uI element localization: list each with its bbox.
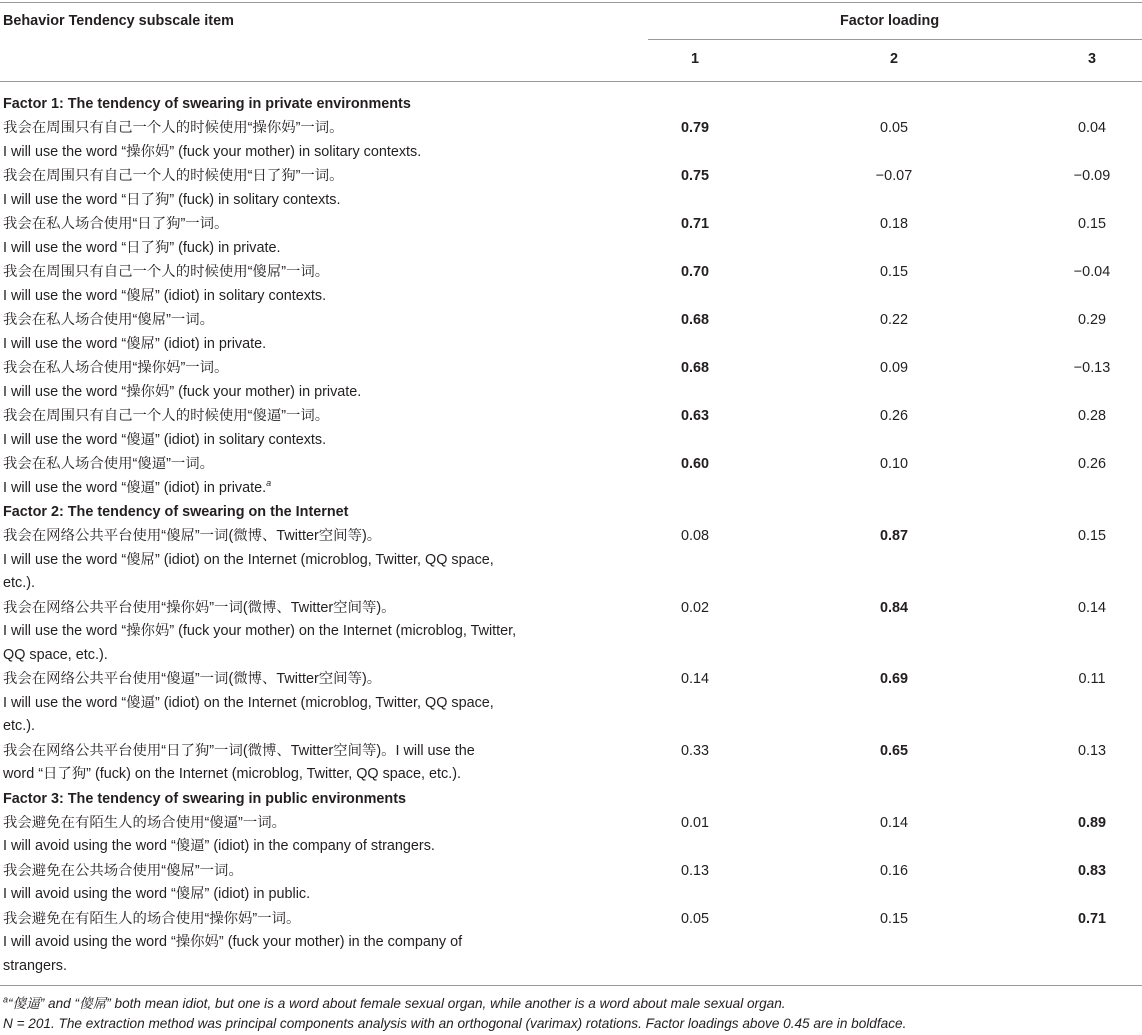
loading-value-factor-1: 0.68: [680, 360, 709, 376]
item-text-en: [3, 479, 271, 497]
item-line: I will use the word “傻逼” (idiot) in solitary contexts.: [3, 431, 327, 448]
item-line: I will use the word “操你妈” (fuck your mother) in private.: [3, 383, 362, 400]
item-line: 我会在网络公共平台使用“日了狗”一词(微博、Twitter空间等)。I will use the: [3, 742, 475, 759]
item-text-en: [3, 551, 494, 569]
header-bottom-rule: [0, 81, 1142, 82]
item-line: I will use the word “日了狗” (fuck) in private.: [3, 239, 281, 256]
item-text-zh: [3, 862, 243, 880]
loading-value-factor-2: 0.09: [879, 360, 908, 376]
item-line: 我会在周围只有自己一个人的时候使用“傻屌”一词。: [3, 264, 330, 280]
item-line: I will use the word “傻屌” (idiot) in private.: [3, 335, 267, 352]
item-line: I will use the word “傻逼” (idiot) on the Internet (microblog, Twitter, QQ space,: [3, 694, 494, 711]
item-line: 我会在网络公共平台使用“傻逼”一词(微博、Twitter空间等)。: [3, 671, 382, 687]
loading-value-factor-3: −0.13: [1073, 360, 1111, 376]
item-text-en: [3, 933, 462, 951]
item-text-en: [3, 837, 435, 855]
factor-loading-rule: [648, 39, 1142, 40]
item-text-zh: [3, 910, 300, 928]
item-line: 我会在私人场合使用“操你妈”一词。: [3, 360, 229, 376]
loading-value-factor-2: 0.65: [879, 742, 908, 759]
item-line: I will use the word “傻屌” (idiot) in solitary contexts.: [3, 287, 327, 304]
loading-value-factor-3: 0.14: [1077, 599, 1106, 616]
loading-value-factor-1: 0.79: [680, 120, 709, 136]
item-text-en: [3, 885, 310, 903]
item-text-zh: [3, 407, 329, 425]
loading-value-factor-1: 0.05: [680, 910, 709, 927]
loading-value-factor-3: 0.15: [1077, 216, 1106, 232]
loading-value-factor-2: 0.69: [879, 671, 908, 687]
loading-value-factor-3: 0.13: [1077, 742, 1106, 759]
loading-value-factor-3: −0.09: [1073, 168, 1111, 184]
footnote-mark: a: [266, 477, 272, 488]
item-line: 我会避免在有陌生人的场合使用“操你妈”一词。: [3, 910, 301, 927]
item-line: QQ space, etc.).: [3, 646, 108, 663]
item-line: I will use the word “日了狗” (fuck) in solitary contexts.: [3, 191, 341, 208]
item-line: I will use the word “傻逼” (idiot) in private.: [3, 479, 267, 496]
item-line: 我会避免在公共场合使用“傻屌”一词。: [3, 862, 243, 879]
loading-value-factor-1: 0.63: [680, 408, 709, 424]
item-text-zh: [3, 263, 329, 281]
loading-value-factor-2: 0.05: [879, 120, 908, 136]
item-text-en: [3, 622, 516, 640]
loading-value-factor-3: 0.29: [1077, 312, 1106, 328]
loading-value-factor-3: 0.28: [1077, 408, 1106, 424]
item-line: I will use the word “操你妈” (fuck your mother) on the Internet (microblog, Twitter,: [3, 623, 517, 639]
loading-value-factor-1: 0.68: [680, 312, 709, 328]
item-text-en: [3, 431, 326, 449]
column-header-1: 1: [690, 51, 699, 67]
section-title: Factor 3: The tendency of swearing in public environments: [3, 790, 407, 807]
item-text-zh: [3, 814, 286, 832]
item-column-header: Behavior Tendency subscale item: [3, 13, 234, 29]
footnote-n: N = 201. The extraction method was principal components analysis with an orthogonal (varimax) rotations. Factor loadings above 0.45 are in boldface.: [3, 1016, 907, 1031]
item-text-zh: [3, 527, 381, 545]
item-line: 我会在网络公共平台使用“操你妈”一词(微博、Twitter空间等)。: [3, 599, 396, 616]
loading-value-factor-2: 0.15: [879, 910, 908, 927]
loading-value-factor-3: 0.83: [1077, 862, 1106, 879]
item-line: I will avoid using the word “操你妈” (fuck your mother) in the company of: [3, 934, 463, 950]
item-text-en: [3, 957, 67, 975]
loading-value-factor-1: 0.01: [680, 814, 709, 831]
item-text-en: [3, 335, 266, 353]
loading-value-factor-1: 0.75: [680, 168, 709, 184]
item-text-zh: [3, 215, 228, 233]
column-header-2: 2: [889, 51, 898, 67]
item-line: strangers.: [3, 957, 67, 974]
loading-value-factor-2: 0.26: [879, 408, 908, 424]
item-line: 我会在网络公共平台使用“傻屌”一词(微博、Twitter空间等)。: [3, 528, 382, 544]
item-text-en: [3, 191, 340, 209]
section-title: Factor 1: The tendency of swearing in private environments: [3, 96, 411, 112]
loading-value-factor-2: 0.10: [879, 456, 908, 472]
item-text-en: [3, 574, 35, 592]
item-text-zh: [3, 311, 214, 329]
section-title: Factor 2: The tendency of swearing on the Internet: [3, 504, 349, 520]
loading-value-factor-2: −0.07: [875, 168, 913, 184]
item-line: I will avoid using the word “傻逼” (idiot) in the company of strangers.: [3, 838, 435, 854]
loading-value-factor-1: 0.08: [680, 528, 709, 544]
item-text-en: [3, 287, 326, 305]
loading-value-factor-1: 0.71: [680, 216, 709, 232]
item-text-en: [3, 765, 461, 783]
loading-value-factor-2: 0.14: [879, 814, 908, 831]
item-text-en: [3, 646, 108, 664]
item-text-en: [3, 717, 35, 735]
item-text-zh: [3, 599, 396, 617]
item-text-zh: [3, 359, 228, 377]
factor-loading-header: Factor loading: [840, 13, 940, 29]
item-line: etc.).: [3, 575, 35, 591]
loading-value-factor-3: 0.15: [1077, 528, 1106, 544]
loading-value-factor-3: 0.04: [1077, 120, 1106, 136]
loading-value-factor-1: 0.02: [680, 599, 709, 616]
loading-value-factor-2: 0.84: [879, 599, 908, 616]
item-text-zh: [3, 119, 344, 137]
item-line: 我会在私人场合使用“傻逼”一词。: [3, 456, 215, 472]
item-text-zh: [3, 167, 344, 185]
item-line: word “日了狗” (fuck) on the Internet (microblog, Twitter, QQ space, etc.).: [3, 766, 461, 782]
item-line: 我会在周围只有自己一个人的时候使用“操你妈”一词。: [3, 120, 344, 136]
footnote-a: [3, 995, 786, 1013]
table-top-rule: [0, 2, 1142, 3]
item-line: 我会在私人场合使用“傻屌”一词。: [3, 312, 215, 328]
loading-value-factor-3: −0.04: [1073, 264, 1111, 280]
loading-value-factor-2: 0.15: [879, 264, 908, 280]
loading-value-factor-1: 0.13: [680, 862, 709, 879]
column-header-3: 3: [1087, 51, 1096, 67]
loading-value-factor-3: 0.11: [1078, 671, 1106, 687]
item-text-zh: [3, 455, 214, 473]
item-text-zh: [3, 742, 475, 760]
item-text-en: [3, 383, 361, 401]
item-line: I will use the word “傻屌” (idiot) on the Internet (microblog, Twitter, QQ space,: [3, 551, 494, 568]
loading-value-factor-3: 0.26: [1077, 456, 1106, 472]
loading-value-factor-1: 0.60: [680, 456, 709, 472]
item-line: 我会在周围只有自己一个人的时候使用“傻逼”一词。: [3, 408, 330, 424]
table-bottom-rule: [0, 985, 1142, 986]
loading-value-factor-2: 0.87: [879, 528, 908, 544]
loading-value-factor-1: 0.33: [680, 742, 709, 759]
loading-value-factor-3: 0.89: [1077, 814, 1106, 831]
item-text-en: [3, 694, 494, 712]
loading-value-factor-2: 0.18: [879, 216, 908, 232]
loading-value-factor-2: 0.16: [879, 862, 908, 879]
item-text-en: [3, 143, 421, 161]
footnote-a-text: “傻逼” and “傻屌” both mean idiot, but one is a word about female sexual organ, while another is a word about male sexual organ.: [8, 996, 786, 1011]
footnote-a-mark: a: [3, 994, 9, 1005]
loading-value-factor-1: 0.14: [680, 671, 709, 687]
loading-value-factor-3: 0.71: [1077, 910, 1106, 927]
item-line: I will use the word “操你妈” (fuck your mother) in solitary contexts.: [3, 143, 422, 160]
item-line: I will avoid using the word “傻屌” (idiot) in public.: [3, 886, 311, 902]
loading-value-factor-1: 0.70: [680, 264, 709, 280]
item-line: 我会避免在有陌生人的场合使用“傻逼”一词。: [3, 814, 287, 831]
item-line: etc.).: [3, 718, 35, 734]
item-line: 我会在周围只有自己一个人的时候使用“日了狗”一词。: [3, 168, 344, 184]
item-text-en: [3, 239, 281, 257]
loading-value-factor-2: 0.22: [879, 312, 908, 328]
item-line: 我会在私人场合使用“日了狗”一词。: [3, 216, 229, 232]
item-text-zh: [3, 670, 381, 688]
